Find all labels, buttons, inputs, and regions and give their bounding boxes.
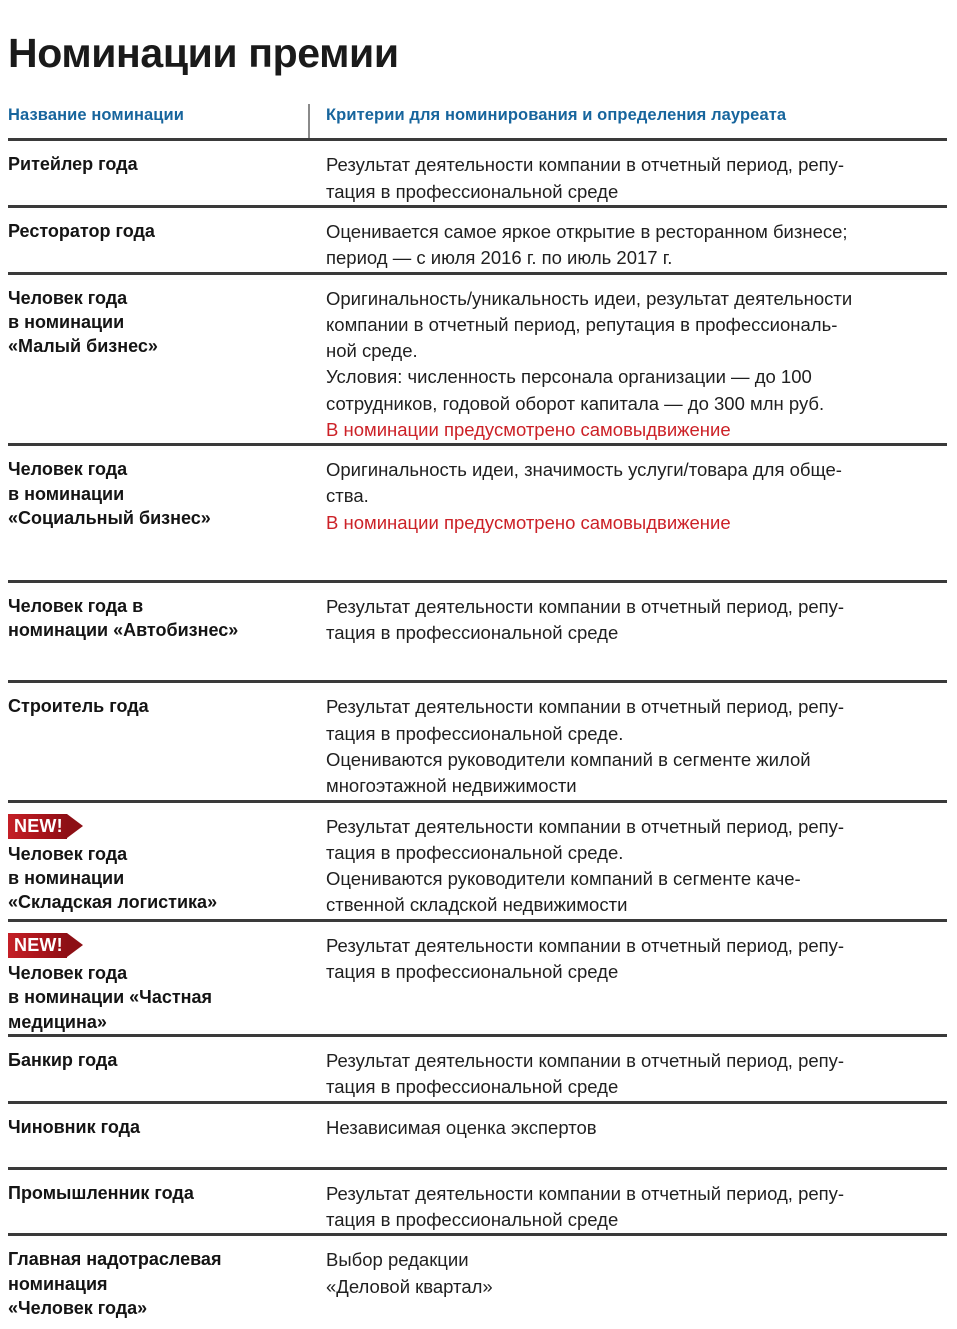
criteria-cell bbox=[308, 594, 947, 647]
nomination-name-line: Банкир года bbox=[8, 1049, 118, 1070]
nomination-name-cell bbox=[8, 1115, 308, 1139]
criteria-line: тация в профессиональной среде. bbox=[326, 722, 624, 744]
nomination-name-line: «Человек года» bbox=[8, 1298, 148, 1319]
table-header-criteria-cell bbox=[308, 106, 947, 125]
nomination-name-line: Ритейлер года bbox=[8, 154, 138, 175]
nomination-name-line: Человек года bbox=[8, 962, 128, 983]
nomination-name-cell bbox=[8, 457, 308, 530]
criteria-line: Результат деятельности компании в отчетный период, репу- bbox=[326, 595, 845, 617]
criteria-line: тация в профессиональной среде bbox=[326, 622, 619, 644]
table-row[interactable] bbox=[8, 208, 947, 272]
nomination-name-cell bbox=[8, 814, 308, 915]
nomination-name-cell bbox=[8, 152, 308, 176]
criteria-cell bbox=[308, 1247, 947, 1300]
criteria-line: Независимая оценка экспертов bbox=[326, 1116, 597, 1138]
criteria-line: «Деловой квартал» bbox=[326, 1275, 493, 1297]
nomination-name-line: в номинации bbox=[8, 312, 125, 332]
criteria-line: ственной складской недвижимости bbox=[326, 894, 628, 916]
criteria-line: Оригинальность идеи, значимость услуги/товара для обще- bbox=[326, 459, 842, 481]
criteria-line: период — с июля 2016 г. по июль 2017 г. bbox=[326, 247, 673, 269]
header-column-divider bbox=[308, 104, 310, 138]
criteria-line: Результат деятельности компании в отчетный период, репу- bbox=[326, 696, 845, 718]
criteria-line: Оцениваются руководители компаний в сегменте каче- bbox=[326, 868, 801, 890]
criteria-line: Результат деятельности компании в отчетный период, репу- bbox=[326, 815, 845, 837]
criteria-line: Условия: численность персонала организации — до 100 bbox=[326, 366, 812, 388]
nomination-name-cell bbox=[8, 694, 308, 718]
nomination-name-line: Чиновник года bbox=[8, 1116, 141, 1137]
page-title: Номинации премии bbox=[8, 30, 399, 77]
criteria-line: многоэтажной недвижимости bbox=[326, 775, 577, 797]
criteria-line: Выбор редакции bbox=[326, 1249, 469, 1271]
criteria-line: сотрудников, годовой оборот капитала — до 300 млн руб. bbox=[326, 392, 825, 414]
criteria-cell bbox=[308, 814, 947, 919]
criteria-line: Оценивается самое яркое открытие в ресторанном бизнесе; bbox=[326, 221, 848, 242]
nomination-name-line: Строитель года bbox=[8, 696, 149, 717]
criteria-line: Результат деятельности компании в отчетный период, репу- bbox=[326, 934, 845, 956]
row-spacer bbox=[8, 536, 947, 580]
criteria-line: тация в профессиональной среде bbox=[326, 960, 619, 982]
table-row[interactable] bbox=[8, 803, 947, 919]
nomination-name-line: Человек года bbox=[8, 459, 128, 480]
nominations-table-body bbox=[8, 138, 947, 1329]
criteria-cell bbox=[308, 457, 947, 536]
table-row[interactable] bbox=[8, 1037, 947, 1101]
nomination-name-cell bbox=[8, 594, 308, 643]
nomination-name-line: Ресторатор года bbox=[8, 221, 155, 241]
table-row[interactable] bbox=[8, 275, 947, 444]
table-header-row bbox=[8, 106, 947, 138]
nomination-name-line: «Складская логистика» bbox=[8, 892, 218, 913]
new-badge: NEW! bbox=[8, 933, 67, 958]
criteria-cell bbox=[308, 219, 947, 272]
criteria-line: Оригинальность/уникальность идеи, результат деятельности bbox=[326, 287, 853, 309]
criteria-line: компании в отчетный период, репутация в профессиональ- bbox=[326, 313, 838, 335]
nomination-name-line: номинация bbox=[8, 1273, 108, 1294]
criteria-cell bbox=[308, 286, 947, 444]
criteria-line-highlight: В номинации предусмотрено самовыдвижение bbox=[326, 511, 731, 533]
nomination-name-line: медицина» bbox=[8, 1011, 107, 1032]
table-row[interactable] bbox=[8, 1236, 947, 1320]
nomination-name-cell bbox=[8, 933, 308, 1034]
column-header-name: Название номинации bbox=[8, 106, 185, 125]
criteria-line: тация в профессиональной среде bbox=[326, 1209, 619, 1231]
table-row[interactable] bbox=[8, 446, 947, 536]
criteria-cell bbox=[308, 1181, 947, 1234]
criteria-line: Оцениваются руководители компаний в сегменте жилой bbox=[326, 748, 811, 770]
criteria-line: ства. bbox=[326, 485, 369, 507]
table-row[interactable] bbox=[8, 141, 947, 205]
nomination-name-cell bbox=[8, 219, 308, 243]
row-spacer bbox=[8, 1141, 947, 1167]
nomination-name-line: Промышленник года bbox=[8, 1182, 194, 1203]
nomination-name-cell bbox=[8, 1181, 308, 1205]
table-row[interactable] bbox=[8, 583, 947, 647]
criteria-cell bbox=[308, 152, 947, 205]
nomination-name-cell bbox=[8, 1048, 308, 1072]
table-row[interactable] bbox=[8, 1104, 947, 1141]
criteria-cell bbox=[308, 1115, 947, 1141]
criteria-line: Результат деятельности компании в отчетный период, репу- bbox=[326, 154, 845, 176]
column-header-criteria: Критерии для номинирования и определения лауреата bbox=[326, 106, 787, 125]
nomination-name-line: в номинации «Частная bbox=[8, 987, 213, 1008]
table-row[interactable] bbox=[8, 683, 947, 799]
criteria-line: Результат деятельности компании в отчетный период, репу- bbox=[326, 1182, 845, 1204]
nomination-name-line: Человек года bbox=[8, 843, 128, 864]
criteria-line: ной среде. bbox=[326, 340, 418, 362]
nomination-name-line: Главная надотраслевая bbox=[8, 1249, 222, 1270]
nomination-name-cell bbox=[8, 286, 308, 359]
criteria-line: тация в профессиональной среде bbox=[326, 1076, 619, 1098]
criteria-line-highlight: В номинации предусмотрено самовыдвижение bbox=[326, 418, 731, 440]
table-row[interactable] bbox=[8, 922, 947, 1034]
nomination-name-line: Человек года в bbox=[8, 595, 144, 616]
table-row[interactable] bbox=[8, 1170, 947, 1234]
criteria-line: тация в профессиональной среде bbox=[326, 180, 619, 202]
criteria-line: тация в профессиональной среде. bbox=[326, 841, 624, 863]
criteria-cell bbox=[308, 694, 947, 799]
nomination-name-line: Человек года bbox=[8, 287, 128, 308]
row-spacer bbox=[8, 646, 947, 680]
row-spacer bbox=[8, 1321, 947, 1329]
criteria-line: Результат деятельности компании в отчетный период, репу- bbox=[326, 1049, 845, 1071]
nomination-name-line: «Социальный бизнес» bbox=[8, 508, 211, 529]
nomination-name-line: в номинации bbox=[8, 867, 125, 888]
criteria-cell bbox=[308, 933, 947, 986]
nomination-name-line: в номинации bbox=[8, 483, 125, 504]
nomination-name-cell bbox=[8, 1247, 308, 1320]
nomination-name-line: номинации «Автобизнес» bbox=[8, 620, 239, 641]
nomination-name-line: «Малый бизнес» bbox=[8, 336, 158, 357]
table-header-name-cell bbox=[8, 106, 308, 125]
new-badge: NEW! bbox=[8, 814, 67, 839]
criteria-cell bbox=[308, 1048, 947, 1101]
